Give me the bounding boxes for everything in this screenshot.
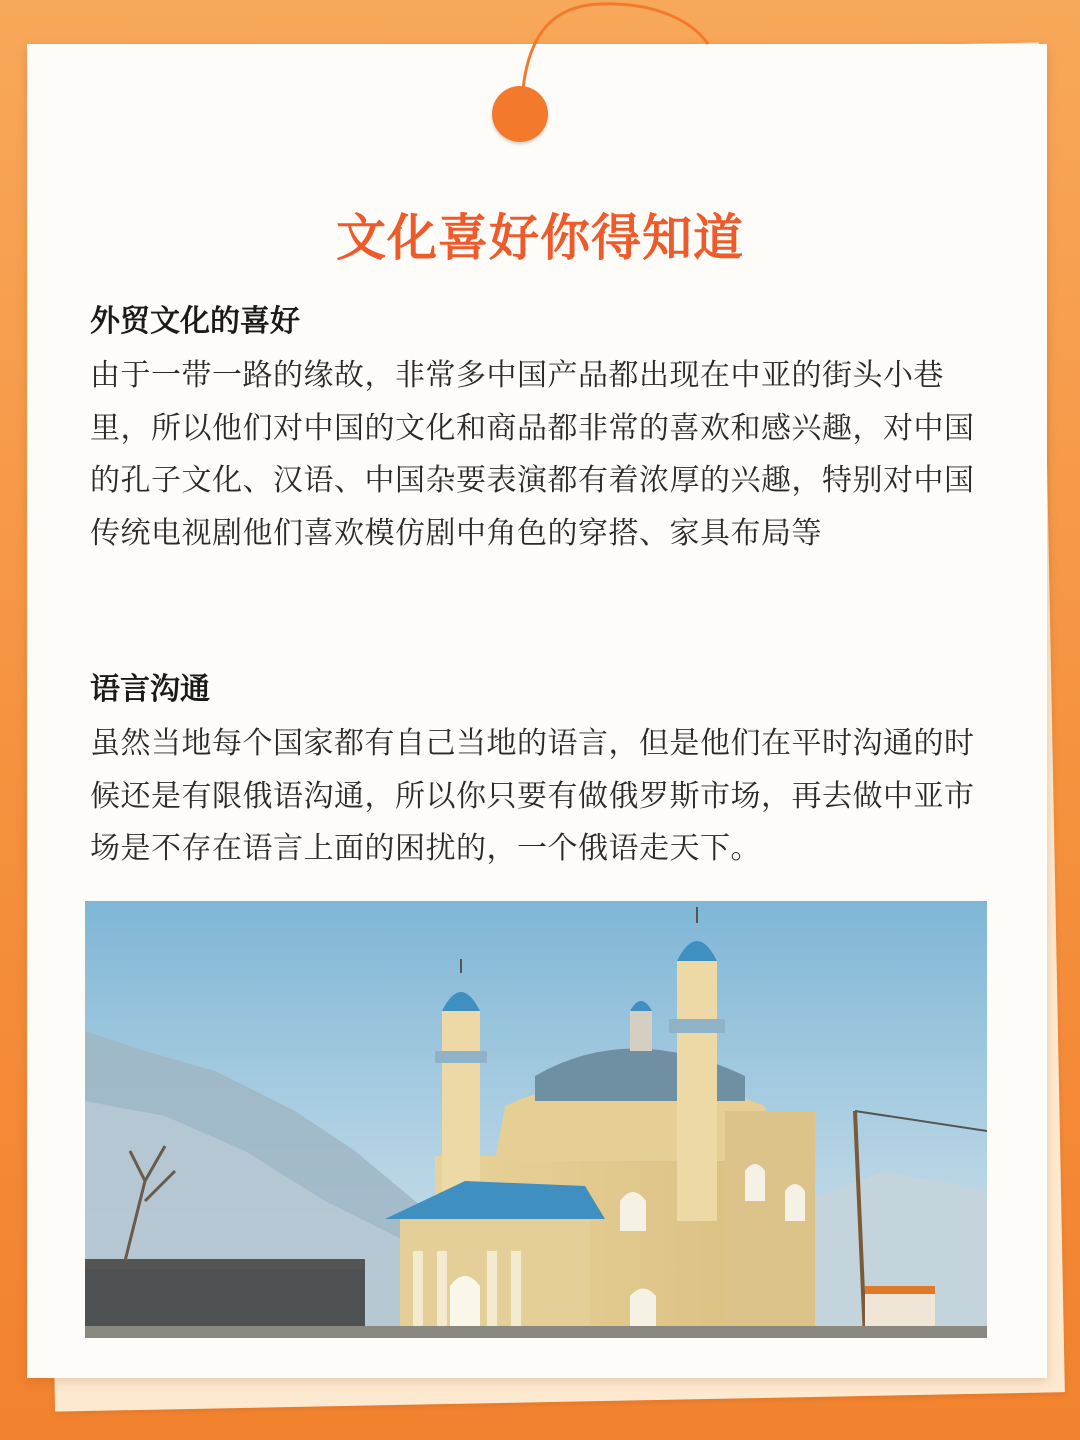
- mosque-photo: [85, 901, 987, 1338]
- section-body: 由于一带一路的缘故，非常多中国产品都出现在中亚的街头小巷里，所以他们对中国的文化和商品都非常的喜欢和感兴趣，对中国的孔子文化、汉语、中国杂要表演都有着浓厚的兴趣，特别对中国传统电视剧他们喜欢模仿剧中角色的穿搭、家具布局等: [90, 358, 975, 551]
- section-body: 虽然当地每个国家都有自己当地的语言，但是他们在平时沟通的时候还是有限俄语沟通，所以你只要有做俄罗斯市场，再去做中亚市场是不存在语言上面的困扰的，一个俄语走天下。: [90, 726, 975, 866]
- section-language: [90, 668, 990, 876]
- pin-icon: [492, 86, 548, 142]
- section-heading: 语言沟通: [90, 672, 210, 707]
- page-title: 文化喜好你得知道: [336, 209, 744, 267]
- section-heading: 外贸文化的喜好: [90, 304, 300, 339]
- section-culture: [90, 300, 990, 560]
